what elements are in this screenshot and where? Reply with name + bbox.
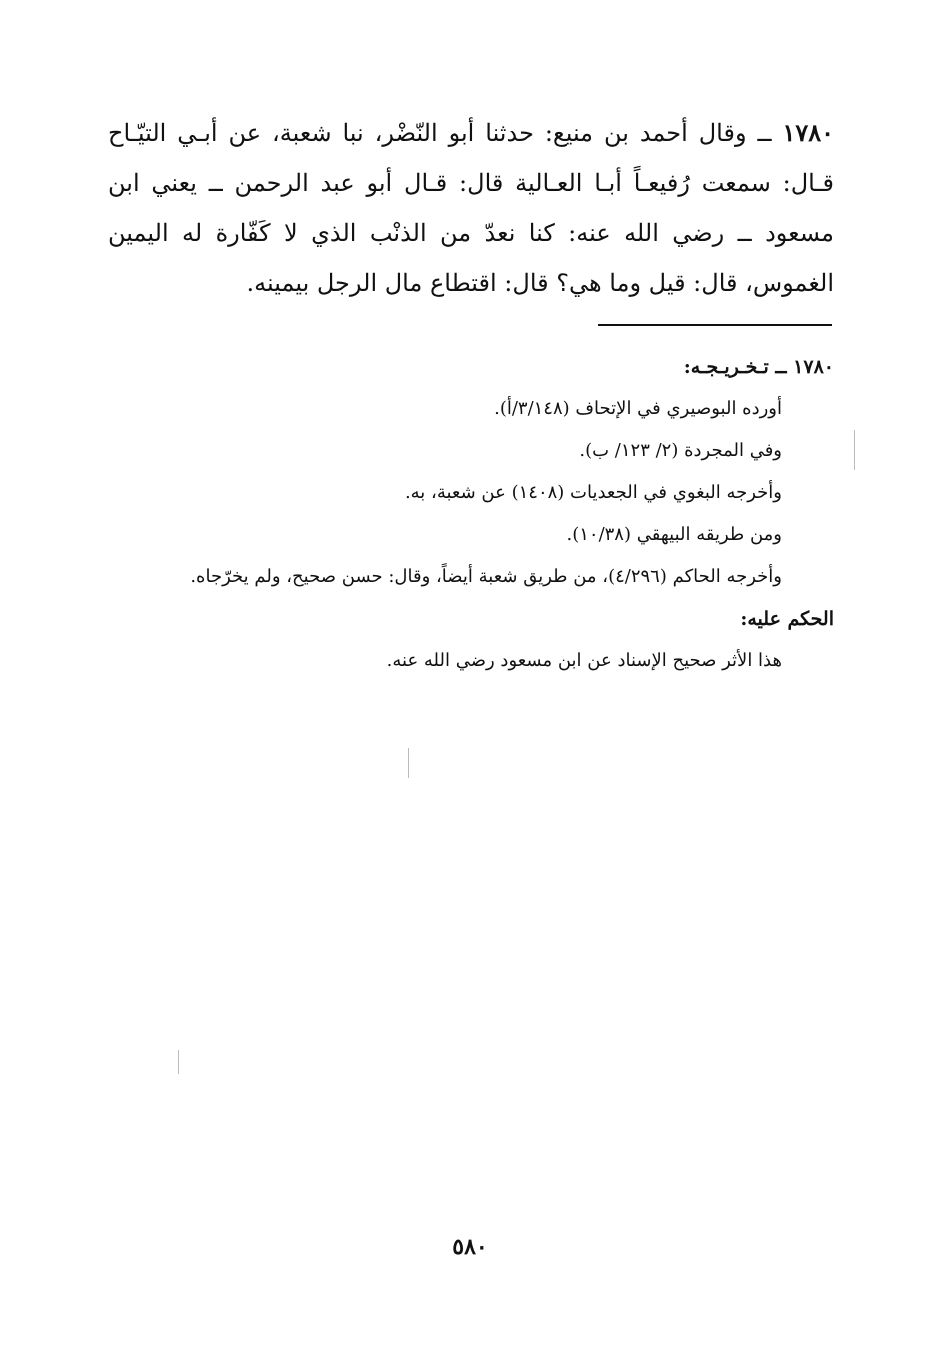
page-number: ٥٨٠ xyxy=(452,1234,488,1260)
scan-speck xyxy=(854,430,855,470)
takhrij-line-1: أورده البوصيري في الإتحاف (٣/١٤٨/أ). xyxy=(494,398,782,419)
takhrij-line-2: وفي المجردة (٢/ ١٢٣/ ب). xyxy=(579,440,782,461)
footnotes xyxy=(108,346,834,682)
hadith-number: ١٧٨٠ xyxy=(782,118,834,147)
scan-speck xyxy=(408,748,409,778)
ruling-text: هذا الأثر صحيح الإسناد عن ابن مسعود رضي الله عنه. xyxy=(386,650,782,671)
ruling-heading: الحكم عليه: xyxy=(740,608,834,630)
takhrij-line-4: ومن طريقه البيهقي (١٠/٣٨). xyxy=(566,524,782,545)
takhrij-heading: ١٧٨٠ ــ تـخـريـجـه: xyxy=(683,356,834,378)
scan-speck xyxy=(178,1050,179,1074)
hadith-text: ــ وقال أحمد بن منيع: حدثنا أبو النّضْر، نبا شعبة، عن أبـي التيّـاح قـال: سمعت رُفيعـاً أبـا العـالية قال: قـال أبو عبد الرحمن ــ يعني ابن مسعود ــ رضي الله عنه: كنا نعدّ من الذنْب الذي لا كَفّارة له اليمين الغموس، قال: قيل وما هي؟ قال: اقتطاع مال الرجل بيمينه. xyxy=(108,119,834,297)
takhrij-line-3: وأخرجه البغوي في الجعديات (١٤٠٨) عن شعبة، به. xyxy=(404,482,782,503)
main-paragraph xyxy=(108,108,834,308)
takhrij-line-5: وأخرجه الحاكم (٤/٢٩٦)، من طريق شعبة أيضاً، وقال: حسن صحيح، ولم يخرّجاه. xyxy=(190,566,782,587)
footnote-separator xyxy=(598,324,832,326)
